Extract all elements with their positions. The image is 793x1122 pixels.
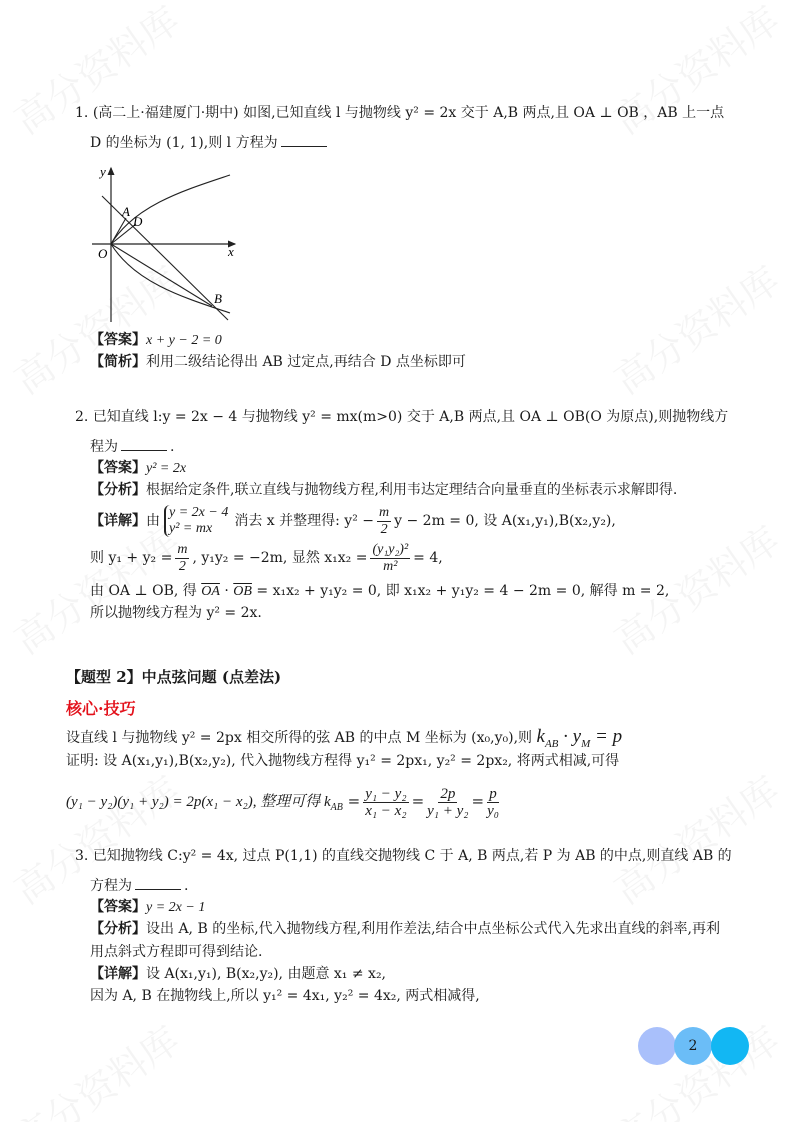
label-D: D (133, 214, 143, 229)
q3-line2 (90, 875, 188, 896)
parabola-figure (85, 160, 255, 330)
vector-OA: $\overline{OA}$ (201, 584, 220, 599)
q3-detail (90, 964, 386, 984)
numerator: p (489, 785, 497, 802)
q2-analysis (90, 480, 677, 500)
segment-OB (111, 244, 212, 306)
q2-detail-4: 所以抛物线方程为 y² = 2x. (90, 605, 262, 621)
label-y: y (100, 164, 106, 179)
q2-detail-2 (90, 541, 443, 575)
analysis-text: 利用二级结论得出 AB 过定点,再结合 D 点坐标即可 (146, 354, 466, 370)
detail-text: 由 (146, 513, 160, 529)
q3-detail-2: 因为 A, B 在抛物线上,所以 y₁² = 4x₁, y₂² = 4x₂, 两式相减得, (90, 988, 480, 1004)
denominator: m² (383, 558, 398, 574)
formula-y: · y (558, 726, 582, 747)
analysis-label: 【分析】 (90, 921, 146, 937)
subscript: AB (544, 737, 559, 750)
denominator: 2 (178, 558, 186, 574)
answer-value: x + y − 2 = 0 (146, 333, 222, 348)
detail-text: , y₁y₂ = −2m, 显然 x₁x₂ = (192, 550, 368, 566)
q1-answer (90, 330, 222, 351)
equals: = (471, 792, 485, 810)
vector-OB: $\overline{OB}$ (233, 584, 252, 599)
subscript: M (581, 737, 591, 750)
question-text: 已知抛物线 C:y² = 4x, 过点 P(1,1) 的直线交抛物线 C 于 A, B 两点,若 P 为 AB 的中点,则直线 AB 的 (92, 848, 732, 864)
answer-value: y² = 2x (146, 461, 187, 476)
formula-p: = p (590, 726, 623, 747)
detail-label: 【详解】 (90, 966, 146, 982)
denominator: 2 (380, 521, 388, 537)
numerator: 2p (440, 785, 456, 802)
question-text: 已知直线 l:y = 2x − 4 与抛物线 y² = mx(m>0) 交于 A,B 两点,且 OA ⊥ OB(O 为原点),则抛物线方 (92, 409, 729, 425)
fraction (377, 505, 391, 538)
detail-text: 消去 x 并整理得: y² − (234, 513, 374, 529)
q3-answer (90, 897, 205, 918)
equation-system (164, 505, 228, 537)
q2-detail-1 (90, 504, 616, 538)
q2-answer (90, 458, 186, 479)
system-eq-2: y² = mx (169, 521, 213, 536)
question-text: 程为 (90, 439, 118, 455)
question-text: (高二上·福建厦门·期中) 如图,已知直线 l 与抛物线 y² = 2x 交于 A,B 两点,且 OA ⊥ OB ，AB 上一点 (92, 105, 725, 121)
detail-text: 设 A(x₁,y₁), B(x₂,y₂), 由题意 x₁ ≠ x₂, (146, 966, 387, 982)
dot-operator: · (219, 583, 234, 599)
q3-analysis-2: 用点斜式方程即可得到结论. (90, 944, 263, 960)
answer-label: 【答案】 (90, 332, 146, 348)
question-number: 3. (75, 848, 89, 864)
analysis-text: 根据给定条件,联立直线与抛物线方程,利用韦达定理结合向量垂直的坐标表示求解即得. (146, 482, 678, 498)
q2-line1 (75, 407, 728, 427)
proof-formula (66, 783, 502, 826)
q2-detail-3 (90, 581, 669, 602)
detail-text: y − 2m = 0, 设 A(x₁,y₁),B(x₂,y₂), (394, 513, 616, 529)
question-number: 2. (75, 409, 89, 425)
q3-line1 (75, 846, 732, 866)
section-title: 【题型 2】中点弦问题 (点差法) (66, 668, 282, 686)
fraction (487, 786, 499, 819)
answer-blank (135, 875, 181, 890)
label-A: A (122, 204, 130, 219)
q1-line2 (90, 132, 330, 153)
page-dot-3 (711, 1027, 749, 1065)
analysis-label: 【分析】 (90, 482, 146, 498)
equals: = (411, 792, 425, 810)
tip-formula (536, 726, 623, 750)
label-x: x (228, 244, 234, 259)
proof-line: 证明: 设 A(x₁,y₁),B(x₂,y₂), 代入抛物线方程得 y₁² = 2px₁, y₂² = 2px₂, 将两式相减,可得 (66, 753, 620, 769)
fraction (175, 542, 189, 575)
detail-text: = x₁x₂ + y₁y₂ = 0, 即 x₁x₂ + y₁y₂ = 4 − 2m = 0, 解得 m = 2, (256, 583, 670, 599)
q2-line2 (90, 436, 174, 457)
system-eq-1: y = 2x − 4 (169, 505, 229, 520)
page-dot-1 (638, 1027, 676, 1065)
watermark (601, 760, 788, 914)
numerator: (y₁y₂)² (372, 541, 409, 557)
detail-label: 【详解】 (90, 513, 146, 529)
q3-analysis (90, 919, 720, 939)
label-O: O (98, 246, 108, 261)
answer-value: y = 2x − 1 (146, 900, 206, 915)
analysis-text: 设出 A, B 的坐标,代入抛物线方程,利用作差法,结合中点坐标公式代入先求出直线的斜率,再利 (146, 921, 720, 937)
numerator: y₁ − y₂ (365, 785, 407, 802)
tip-text: 设直线 l 与抛物线 y² = 2px 相交所得的弦 AB 的中点 M 坐标为 (x₀,y₀),则 (66, 730, 533, 746)
page-number: 2 (674, 1027, 712, 1065)
watermark (1, 1010, 188, 1122)
watermark (601, 250, 788, 404)
numerator: m (379, 504, 390, 520)
fraction (370, 542, 410, 575)
analysis-label: 【简析】 (90, 354, 146, 370)
equals: = (347, 792, 361, 810)
answer-blank (121, 436, 167, 451)
answer-label: 【答案】 (90, 460, 146, 476)
numerator: m (177, 541, 188, 557)
period: . (184, 878, 189, 894)
denominator: y₁ + y₂ (427, 802, 469, 819)
answer-label: 【答案】 (90, 899, 146, 915)
answer-blank (281, 132, 327, 147)
segment-OA (111, 218, 126, 244)
label-B: B (214, 291, 222, 306)
tip-line (66, 727, 622, 754)
subscript: AB (330, 802, 343, 813)
detail-text: = 4, (413, 550, 443, 566)
q1-line1 (75, 103, 724, 123)
question-text: 方程为 (90, 878, 132, 894)
denominator: x₁ − x₂ (365, 802, 407, 819)
formula-k: k (536, 726, 545, 747)
question-text: D 的坐标为 (1, 1),则 l 方程为 (90, 135, 278, 151)
q1-analysis (90, 352, 466, 372)
denominator: y₀ (487, 802, 499, 819)
question-number: 1. (75, 105, 89, 121)
period: . (170, 439, 175, 455)
formula-text: (y₁ − y₂)(y₁ + y₂) = 2p(x₁ − x₂), 整理可得 k (66, 794, 331, 810)
fraction (427, 786, 468, 819)
detail-text: 则 y₁ + y₂ = (90, 550, 173, 566)
detail-text: 由 OA ⊥ OB, 得 (90, 583, 197, 599)
core-tip-heading: 核心·技巧 (66, 699, 136, 718)
fraction (363, 786, 408, 819)
